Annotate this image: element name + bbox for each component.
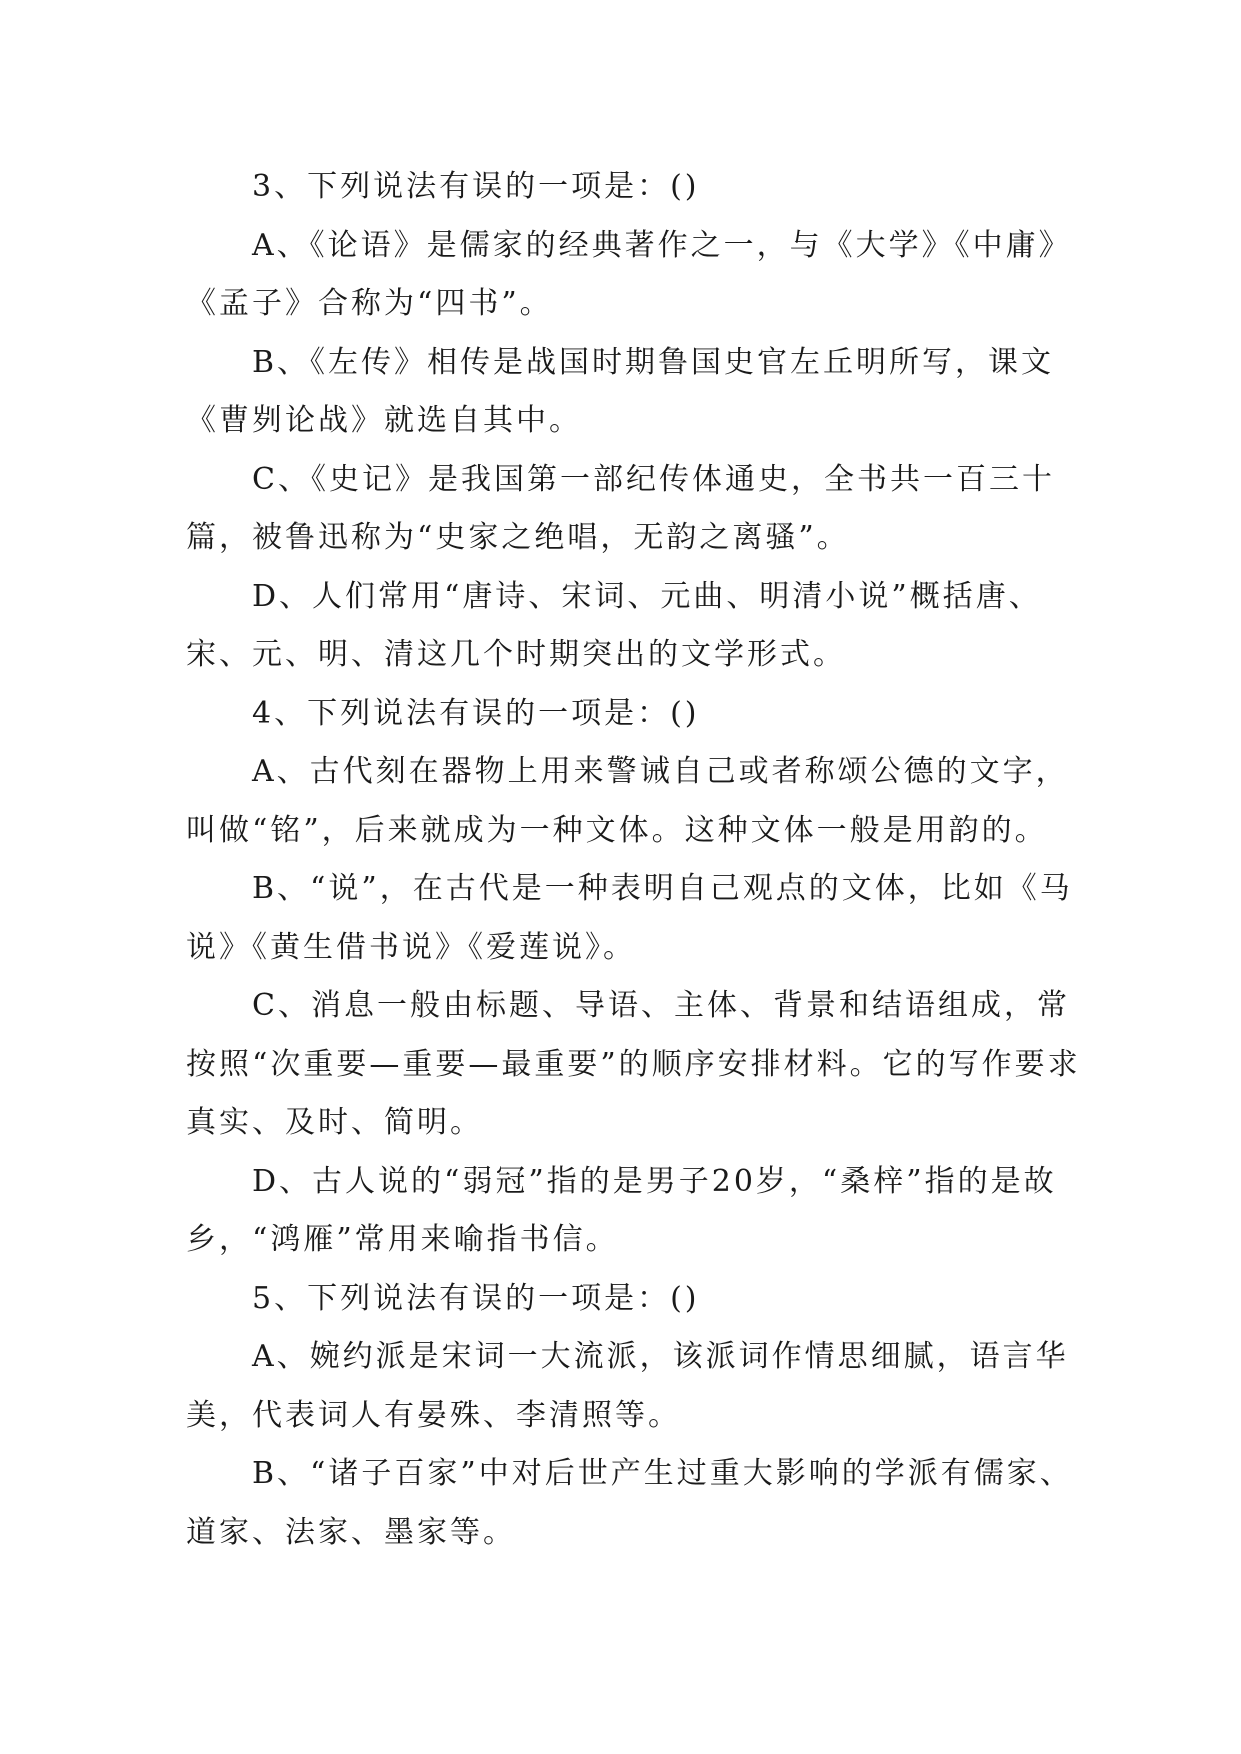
question-5-option-b: B、“诸子百家”中对后世产生过重大影响的学派有儒家、道家、法家、墨家等。: [186, 1456, 1073, 1550]
question-3-option-b: B、《左传》相传是战国时期鲁国史官左丘明所写，课文《曹刿论战》就选自其中。: [186, 344, 1055, 438]
question-5-stem: 5、下列说法有误的一项是：(): [252, 1280, 700, 1316]
document-page: [186, 158, 1086, 1562]
question-4-option-a: A、古代刻在器物上用来警诫自己或者称颂公德的文字，叫做“铭”，后来就成为一种文体。这种文体一般是用韵的。: [186, 754, 1069, 848]
question-3-stem: 3、下列说法有误的一项是：(): [252, 169, 700, 204]
question-4-option-d: D、古人说的“弱冠”指的是男子20岁，“桑梓”指的是故乡，“鸿雁”常用来喻指书信。: [186, 1163, 1057, 1257]
question-5-option-a: A、婉约派是宋词一大流派，该派词作情思细腻，语言华美，代表词人有晏殊、李清照等。: [186, 1339, 1069, 1433]
question-4-stem: 4、下列说法有误的一项是：(): [252, 695, 700, 731]
question-4-option-c: C、消息一般由标题、导语、主体、背景和结语组成，常按照“次重要—重要—最重要”的顺序安排材料。它的写作要求真实、及时、简明。: [186, 988, 1081, 1140]
question-4-option-b: B、“说”，在古代是一种表明自己观点的文体，比如《马说》《黄生借书说》《爱莲说》。: [186, 871, 1073, 965]
question-3-option-a: A、《论语》是儒家的经典著作之一，与《大学》《中庸》《孟子》合称为“四书”。: [186, 227, 1072, 321]
question-3-option-d: D、人们常用“唐诗、宋词、元曲、明清小说”概括唐、宋、元、明、清这几个时期突出的文学形式。: [186, 578, 1042, 672]
question-3-option-c: C、《史记》是我国第一部纪传体通史，全书共一百三十篇，被鲁迅称为“史家之绝唱，无韵之离骚”。: [186, 461, 1055, 555]
